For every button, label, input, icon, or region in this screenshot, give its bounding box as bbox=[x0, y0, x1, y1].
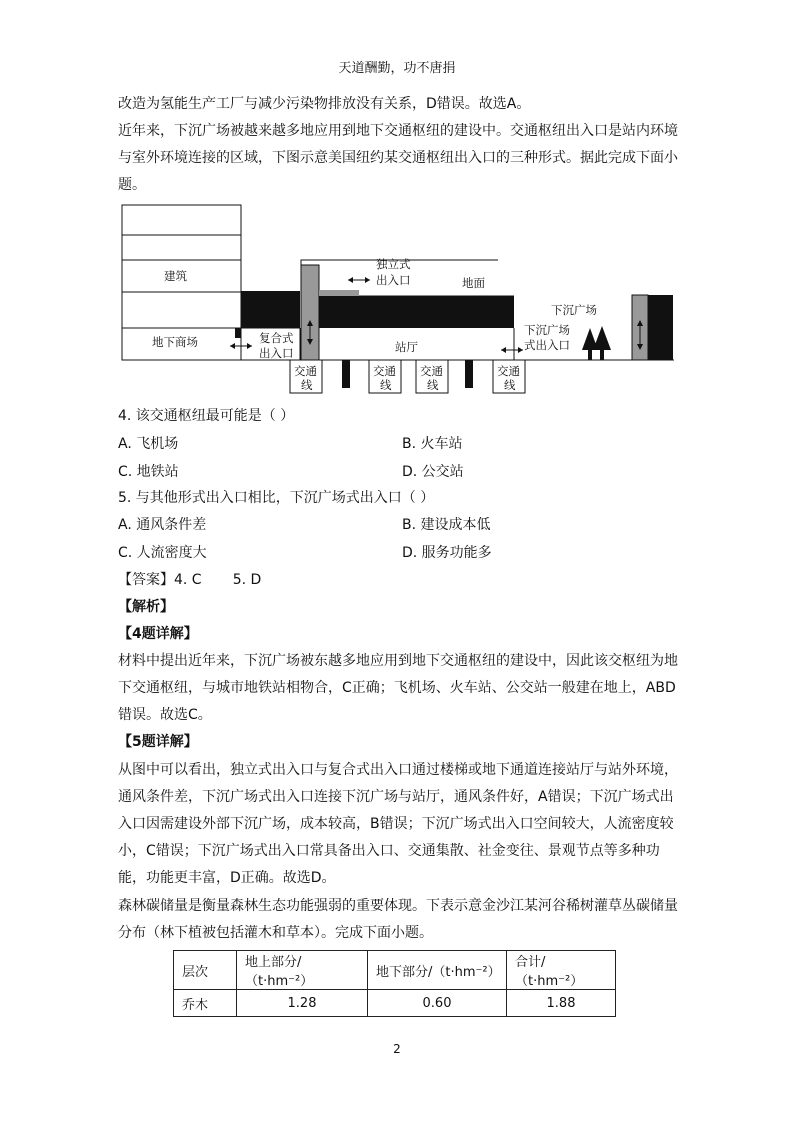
q5-option-d: D. 服务功能多 bbox=[402, 545, 492, 561]
svg-text:线: 线 bbox=[301, 378, 313, 392]
table-header-cell: 层次 bbox=[174, 951, 237, 990]
label-independent-2: 出入口 bbox=[376, 273, 411, 287]
table-header-cell: 地下部分/（t·hm⁻²） bbox=[368, 951, 507, 990]
transit-hub-diagram bbox=[118, 200, 678, 400]
q5-detail-text: 从图中可以看出，独立式出入口与复合式出入口通过楼梯或地下通道连接站厅与站外环境，通风条件差，下沉广场式出入口连接下沉广场与站厅，通风条件好，A错误；下沉广场式出入口因需建设外部下沉广场，成本较高，B错误；下沉广场式出入口空间较大，人流密度较小，C错误；下沉广场式出入口常具备出入口、交通集散、社金变往、景观节点等多种功能，功能更丰富，D正确。故选D。 bbox=[118, 762, 678, 886]
table-header-row bbox=[174, 951, 616, 990]
q5-detail-heading: 【5题详解】 bbox=[118, 734, 198, 750]
analysis-heading: 【解析】 bbox=[118, 599, 174, 615]
table-cell: 1.88 bbox=[507, 990, 616, 1017]
transit-line-1 bbox=[290, 360, 322, 393]
label-composite-2: 出入口 bbox=[259, 346, 294, 360]
q5-stem: 5. 与其他形式出入口相比，下沉广场式出入口（ ） bbox=[118, 490, 435, 506]
svg-text:线: 线 bbox=[380, 378, 392, 392]
table-cell: 0.60 bbox=[368, 990, 507, 1017]
tree-icon bbox=[593, 326, 611, 350]
svg-text:交通: 交通 bbox=[497, 364, 520, 378]
label-hall: 站厅 bbox=[395, 340, 418, 354]
q4-detail-heading: 【4题详解】 bbox=[118, 626, 198, 642]
svg-text:交通: 交通 bbox=[294, 364, 317, 378]
table-header-cell: 地上部分/（t·hm⁻²） bbox=[237, 951, 368, 990]
q5-option-a: A. 通风条件差 bbox=[118, 517, 207, 533]
svg-text:线: 线 bbox=[504, 378, 516, 392]
table-header-cell: 合计/（t·hm⁻²） bbox=[507, 951, 616, 990]
table-row bbox=[174, 990, 616, 1017]
q4-option-a: A. 飞机场 bbox=[118, 436, 179, 452]
label-ground: 地面 bbox=[462, 276, 485, 290]
answer-line: 【答案】4. C 5. D bbox=[118, 572, 262, 588]
q4-detail-text: 材料中提出近年来，下沉广场被东越多地应用到地下交通枢纽的建设中，因此该交枢纽为地下交通枢纽，与城市地铁站相物合，C正确；飞机场、火车站、公交站一般建在地上，ABD错误。故选C。 bbox=[118, 653, 678, 723]
label-sunken-entrance-2: 式出入口 bbox=[524, 338, 570, 352]
q4-option-d: D. 公交站 bbox=[402, 464, 464, 480]
carbon-passage: 森林碳储量是衡量森林生态功能强弱的重要体现。下表示意金沙江某河谷稀树灌草丛碳储量分布（林下植被包括灌木和草本）。完成下面小题。 bbox=[118, 898, 678, 941]
page-number: 2 bbox=[393, 1042, 401, 1056]
transit-line-4 bbox=[493, 360, 525, 393]
q5-option-c: C. 人流密度大 bbox=[118, 545, 207, 561]
svg-text:线: 线 bbox=[427, 378, 439, 392]
q5-option-b: B. 建设成本低 bbox=[402, 517, 491, 533]
label-underground-mall: 地下商场 bbox=[152, 335, 198, 349]
carbon-table bbox=[173, 950, 616, 1017]
label-independent-1: 独立式 bbox=[376, 257, 411, 271]
q4-option-b: B. 火车站 bbox=[402, 436, 463, 452]
q4-option-c: C. 地铁站 bbox=[118, 464, 179, 480]
label-sunken-plaza: 下沉广场 bbox=[551, 303, 597, 317]
svg-text:交通: 交通 bbox=[373, 364, 396, 378]
page-header: 天道酬勤，功不唐捐 bbox=[338, 61, 456, 76]
passage-text: 近年来，下沉广场被越来越多地应用到地下交通枢纽的建设中。交通枢纽出入口是站内环境与室外环境连接的区域，下图示意美国纽约某交通枢纽出入口的三种形式。据此完成下面小题。 bbox=[118, 123, 678, 193]
intro-line: 改造为氢能生产工厂与减少污染物排放没有关系，D错误。故选A。 bbox=[118, 96, 531, 112]
label-composite-1: 复合式 bbox=[259, 331, 294, 345]
svg-text:交通: 交通 bbox=[420, 364, 443, 378]
q4-stem: 4. 该交通枢纽最可能是（ ） bbox=[118, 408, 295, 424]
transit-line-2 bbox=[369, 360, 401, 393]
label-sunken-entrance-1: 下沉广场 bbox=[524, 323, 570, 337]
label-building: 建筑 bbox=[164, 269, 187, 283]
table-cell: 乔木 bbox=[174, 990, 237, 1017]
table-cell: 1.28 bbox=[237, 990, 368, 1017]
transit-line-3 bbox=[416, 360, 448, 393]
